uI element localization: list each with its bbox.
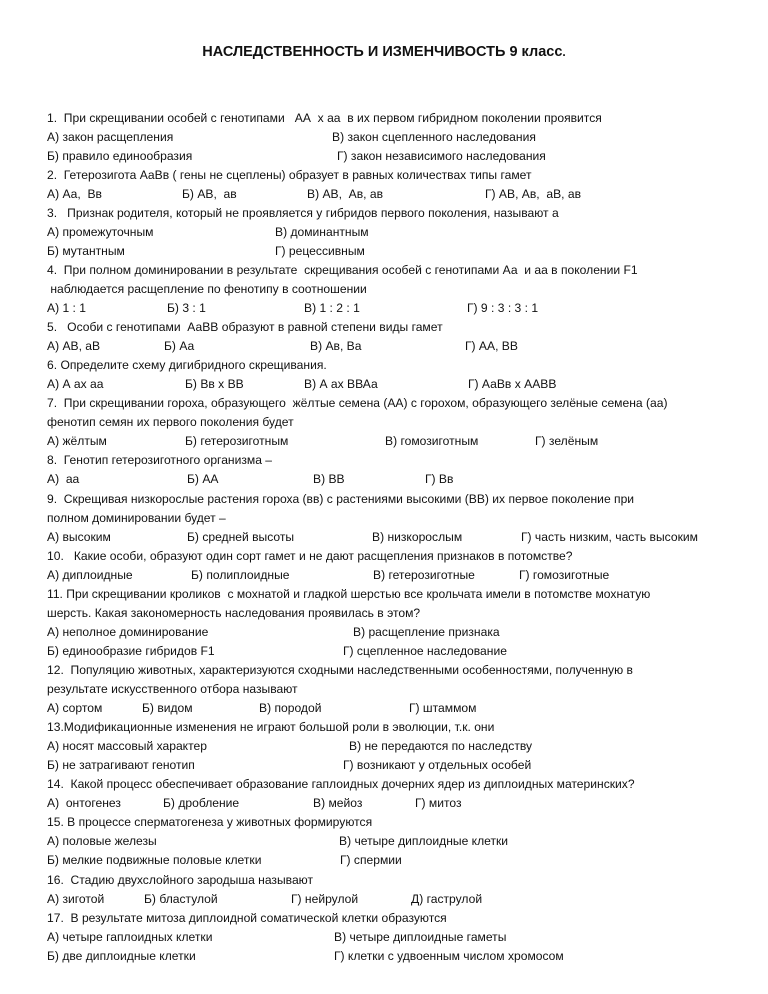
answer-option: А) диплоидные bbox=[47, 567, 133, 582]
answer-option: Б) правило единообразия bbox=[47, 148, 193, 163]
answer-option: Б) бластулой bbox=[144, 891, 218, 906]
answer-option: Г) клетки с удвоенным числом хромосом bbox=[334, 948, 564, 963]
answer-option: А) онтогенез bbox=[47, 796, 121, 811]
answer-option: А) зиготой bbox=[47, 891, 105, 906]
answer-option: Г) АВ, Ав, аВ, ав bbox=[485, 186, 582, 201]
answer-option: Б) Вв х ВВ bbox=[185, 377, 244, 392]
answer-option: Б) единообразие гибридов F1 bbox=[47, 643, 215, 658]
question-line: 8. Генотип гетерозиготного организма – bbox=[47, 453, 273, 468]
answer-option: Б) Аа bbox=[164, 339, 195, 354]
page-title bbox=[0, 44, 768, 60]
answer-option: В) не передаются по наследству bbox=[349, 739, 533, 754]
question-line: 17. В результате митоза диплоидной соматической клетки образуются bbox=[47, 910, 447, 925]
question-line: 14. Какой процесс обеспечивает образование гаплоидных дочерних ядер из диплоидных материнских? bbox=[47, 777, 635, 792]
question-line: шерсть. Какая закономерность наследования проявилась в этом? bbox=[47, 605, 421, 620]
question-line: 10. Какие особи, образуют один сорт гамет и не дают расщепления признаков в потомстве? bbox=[47, 548, 573, 563]
answer-option: В) гетерозиготные bbox=[373, 567, 475, 582]
question-line: 5. Особи с генотипами АаВВ образуют в равной степени виды гамет bbox=[47, 320, 443, 335]
answer-option: В) расщепление признака bbox=[353, 624, 500, 639]
answer-option: Г) рецессивным bbox=[275, 243, 365, 258]
answer-option: В) ВВ bbox=[313, 472, 345, 487]
answer-option: Г) сцепленное наследование bbox=[343, 643, 507, 658]
answer-option: В) 1 : 2 : 1 bbox=[304, 301, 360, 315]
answer-option: В) низкорослым bbox=[372, 529, 463, 544]
answer-option: Г) АА, ВВ bbox=[465, 339, 518, 354]
answer-option: А) носят массовый характер bbox=[47, 739, 207, 754]
answer-option: Г) штаммом bbox=[409, 701, 477, 716]
answer-option: Г) возникают у отдельных особей bbox=[343, 758, 532, 773]
answer-option: А) Аа, Вв bbox=[47, 186, 102, 201]
question-line: результате искусственного отбора называют bbox=[47, 682, 298, 696]
question-line: 4. При полном доминировании в результате скрещивания особей с генотипами Аа и аа в поколении F1 bbox=[47, 262, 638, 277]
answer-option: А) 1 : 1 bbox=[47, 301, 86, 315]
answer-option: В) мейоз bbox=[313, 796, 363, 811]
question-line: 9. Скрещивая низкорослые растения гороха (вв) с растениями высокими (ВВ) их первое поколение при bbox=[47, 491, 635, 506]
answer-option: Г) митоз bbox=[415, 796, 462, 811]
answer-option: В) четыре диплоидные клетки bbox=[339, 834, 509, 849]
question-line: 11. При скрещивании кроликов с мохнатой и гладкой шерстью все крольчата имели в потомстве мохнатую bbox=[47, 586, 651, 601]
answer-option: Б) видом bbox=[142, 701, 193, 716]
title-suffix: . bbox=[562, 45, 566, 59]
answer-option: А) высоким bbox=[47, 529, 111, 544]
answer-option: Г) зелёным bbox=[535, 434, 599, 449]
answer-option: А) жёлтым bbox=[47, 434, 107, 449]
answer-option: А) промежуточным bbox=[47, 224, 154, 239]
answer-option: Д) гаструлой bbox=[411, 891, 483, 906]
answer-option: В) АВ, Ав, ав bbox=[307, 186, 384, 201]
question-line: 16. Стадию двухслойного зародыша называют bbox=[47, 872, 314, 887]
answer-option: А) четыре гаплоидных клетки bbox=[47, 929, 213, 944]
answer-option: В) А ах ВВАа bbox=[304, 377, 378, 392]
question-line: 2. Гетерозигота АаВв ( гены не сцеплены) образует в равных количествах типы гамет bbox=[47, 167, 532, 182]
answer-option: Г) гомозиготные bbox=[519, 567, 610, 582]
answer-option: В) гомозиготным bbox=[385, 434, 479, 449]
question-line: 3. Признак родителя, который не проявляется у гибридов первого поколения, называют а bbox=[47, 205, 559, 220]
answer-option: А) аа bbox=[47, 472, 80, 487]
answer-option: Б) АВ, ав bbox=[182, 186, 237, 201]
answer-option: Б) гетерозиготным bbox=[185, 434, 289, 449]
answer-option: А) половые железы bbox=[47, 834, 157, 849]
answer-option: А) сортом bbox=[47, 701, 103, 716]
question-line: 7. При скрещивании гороха, образующего жёлтые семена (АА) с горохом, образующего зелёные семена (аа) bbox=[47, 396, 668, 411]
answer-option: Б) 3 : 1 bbox=[167, 301, 206, 315]
answer-option: А) закон расщепления bbox=[47, 129, 174, 144]
answer-option: А) неполное доминирование bbox=[47, 624, 209, 639]
answer-option: В) четыре диплоидные гаметы bbox=[334, 929, 507, 944]
question-line: 6. Определите схему дигибридного скрещивания. bbox=[47, 358, 327, 373]
answer-option: Г) часть низким, часть высоким bbox=[521, 529, 698, 544]
answer-option: В) породой bbox=[259, 701, 322, 716]
answer-option: Г) АаВв х ААВВ bbox=[468, 377, 557, 392]
answer-option: Б) дробление bbox=[163, 796, 240, 811]
answer-option: А) АВ, аВ bbox=[47, 339, 101, 354]
answer-option: Б) мелкие подвижные половые клетки bbox=[47, 853, 262, 868]
answer-option: Г) нейрулой bbox=[291, 891, 359, 906]
answer-option: Г) закон независимого наследования bbox=[337, 148, 546, 163]
title-text: НАСЛЕДСТВЕННОСТЬ И ИЗМЕНЧИВОСТЬ 9 класс bbox=[202, 44, 563, 60]
answer-option: Г) спермии bbox=[340, 853, 402, 868]
question-line: 13.Модификационные изменения не играют большой роли в эволюции, т.к. они bbox=[47, 720, 495, 735]
question-line: 1. При скрещивании особей с генотипами АА х аа в их первом гибридном поколении проявится bbox=[47, 110, 602, 125]
answer-option: Б) не затрагивают генотип bbox=[47, 758, 195, 773]
answer-option: Г) Вв bbox=[425, 472, 454, 487]
question-line: наблюдается расщепление по фенотипу в соотношении bbox=[47, 281, 367, 296]
question-line: 15. В процессе сперматогенеза у животных формируются bbox=[47, 815, 373, 830]
answer-option: Б) АА bbox=[187, 472, 219, 487]
answer-option: В) доминантным bbox=[275, 224, 369, 239]
answer-option: Б) мутантным bbox=[47, 243, 125, 258]
question-line: 12. Популяцию животных, характеризуются сходными наследственными особенностями, полученную в bbox=[47, 662, 633, 677]
answer-option: Б) две диплоидные клетки bbox=[47, 948, 196, 963]
answer-option: Г) 9 : 3 : 3 : 1 bbox=[467, 301, 539, 315]
answer-option: В) Ав, Ва bbox=[310, 339, 362, 354]
answer-option: В) закон сцепленного наследования bbox=[332, 129, 536, 144]
question-line: фенотип семян их первого поколения будет bbox=[47, 415, 294, 430]
answer-option: А) А ах аа bbox=[47, 377, 104, 392]
answer-option: Б) полиплоидные bbox=[191, 567, 290, 582]
question-line: полном доминировании будет – bbox=[47, 510, 226, 525]
answer-option: Б) средней высоты bbox=[187, 529, 295, 544]
